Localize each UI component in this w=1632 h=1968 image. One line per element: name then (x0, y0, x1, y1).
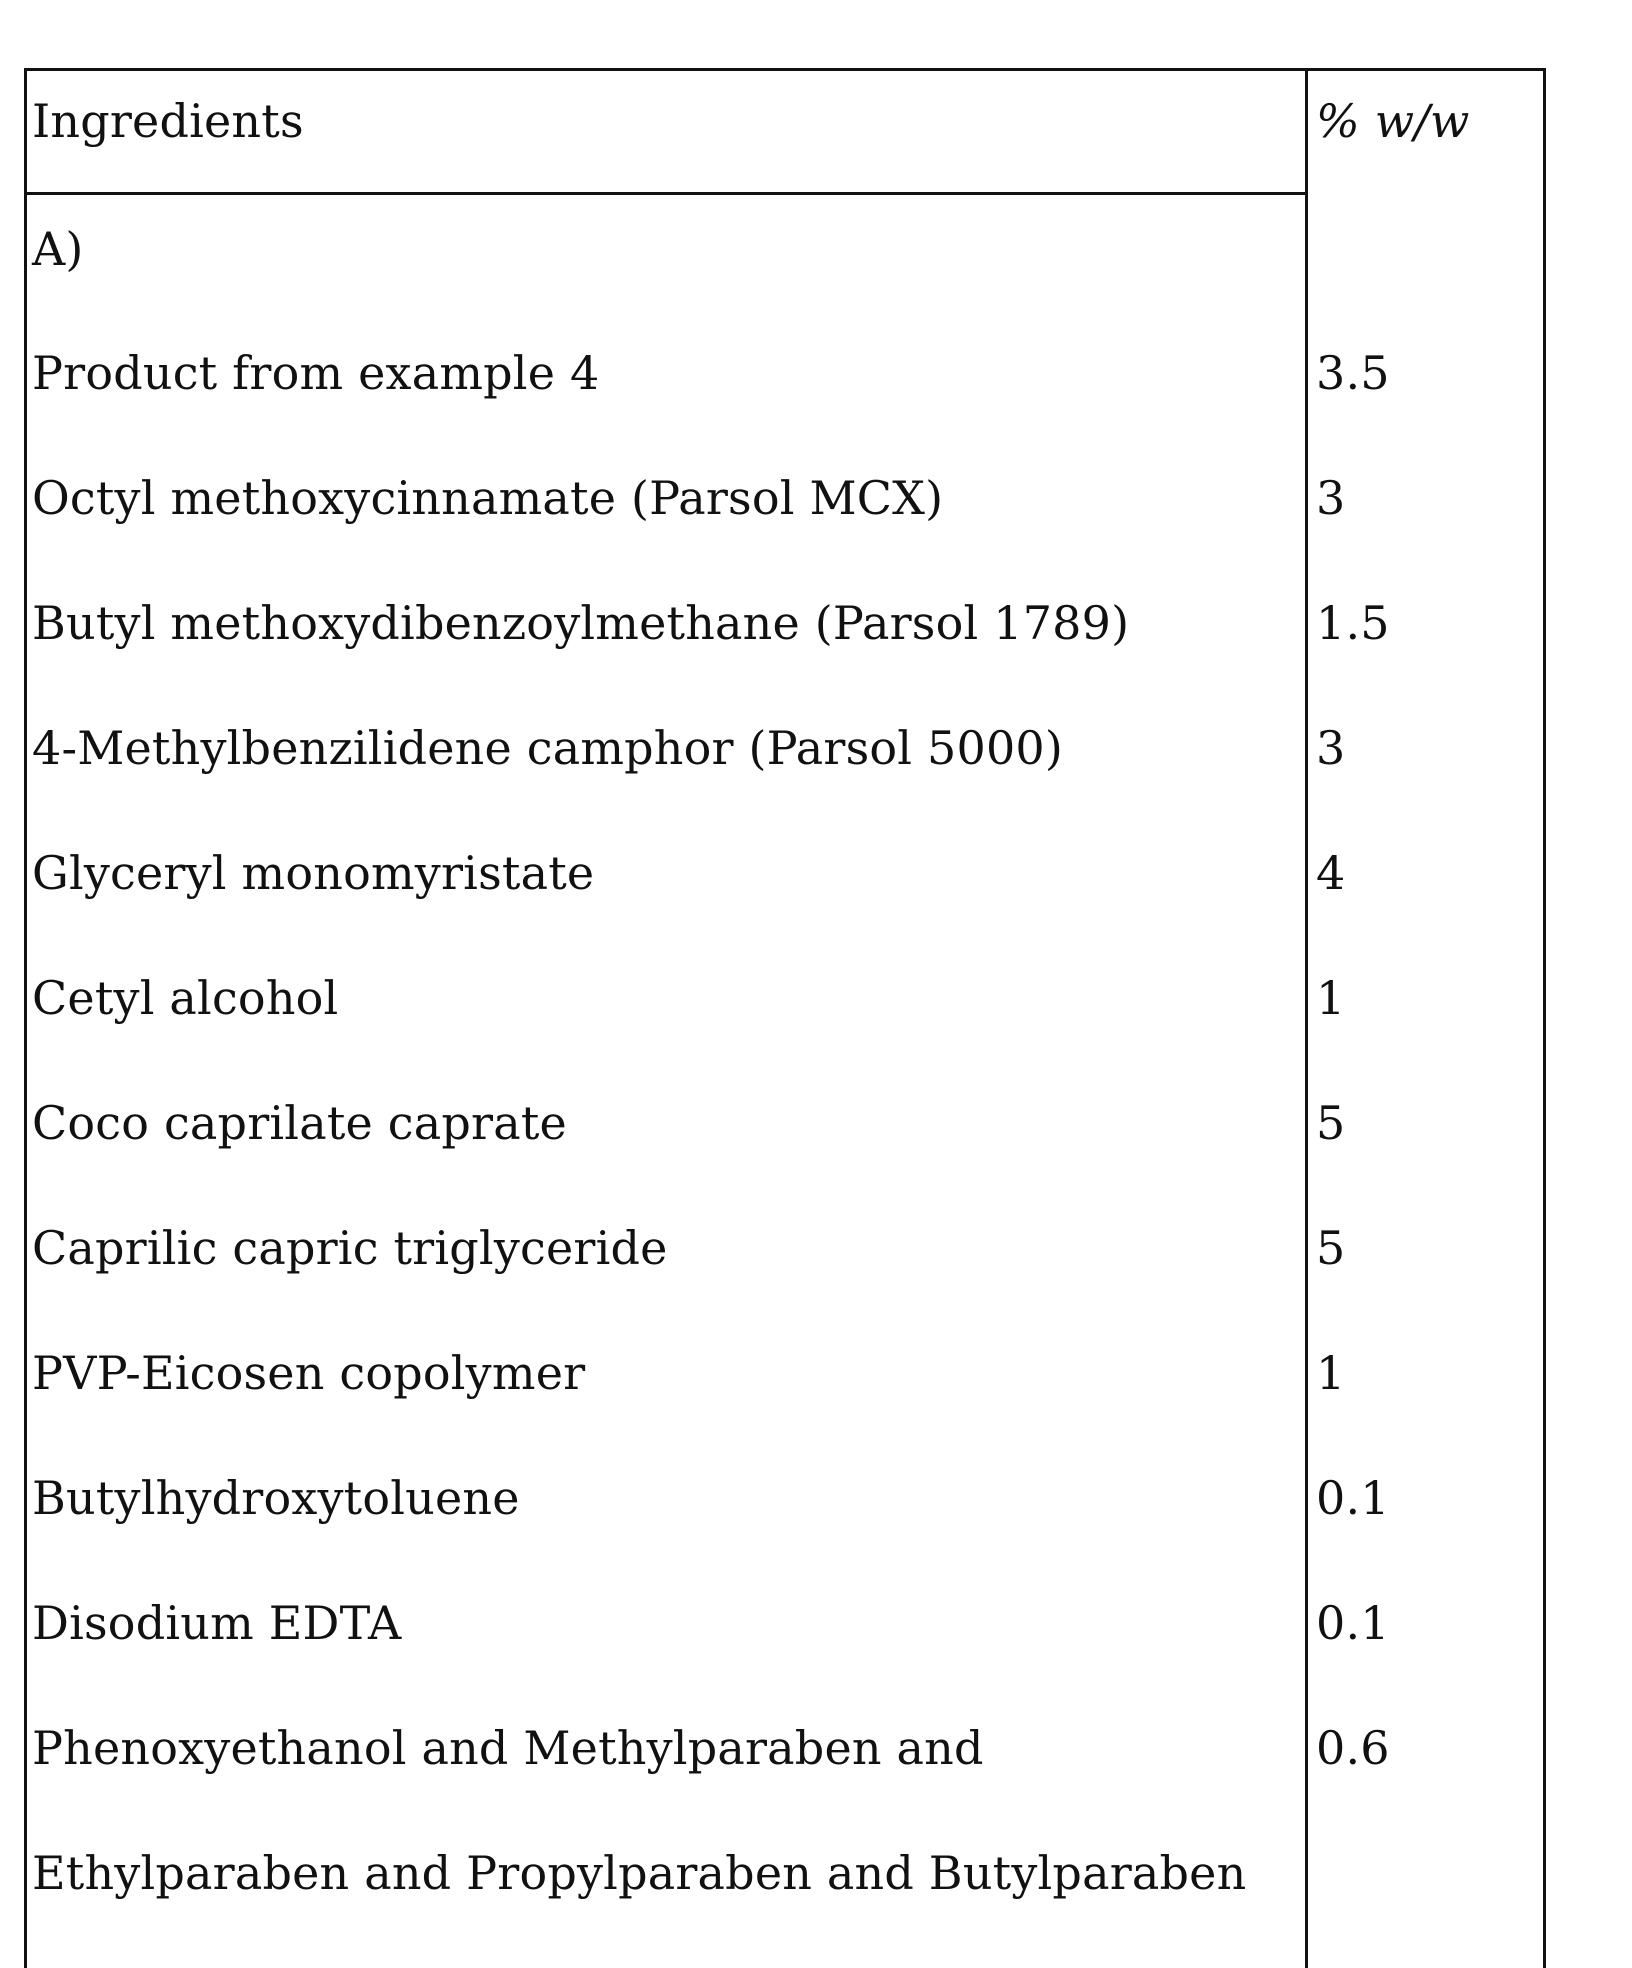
table-top-border (24, 68, 1546, 71)
ingredient-percent: 3 (1316, 725, 1345, 771)
ingredient-name: Butyl methoxydibenzoylmethane (Parsol 1789) (32, 600, 1129, 646)
ingredient-name: Glyceryl monomyristate (32, 850, 594, 896)
ingredient-percent: 1 (1316, 1350, 1345, 1396)
table-right-border (1543, 68, 1546, 1968)
ingredient-name: Cetyl alcohol (32, 975, 338, 1021)
ingredient-name: Disodium EDTA (32, 1600, 401, 1646)
ingredients-table (0, 0, 1632, 1968)
ingredient-name: Product from example 4 (32, 350, 599, 396)
ingredient-percent: 1 (1316, 975, 1345, 1021)
ingredient-percent: 5 (1316, 1225, 1345, 1271)
ingredient-name: Coco caprilate caprate (32, 1100, 567, 1146)
ingredient-percent: 3.5 (1316, 350, 1390, 396)
ingredient-name: Caprilic capric triglyceride (32, 1225, 668, 1271)
ingredient-percent: 4 (1316, 850, 1345, 896)
header-bottom-border (24, 192, 1308, 195)
table-column-divider (1305, 68, 1308, 1968)
ingredient-percent: 5 (1316, 1100, 1345, 1146)
header-percent-ww: % w/w (1316, 98, 1470, 144)
header-ingredients: Ingredients (32, 98, 304, 144)
ingredient-name: Butylhydroxytoluene (32, 1475, 520, 1521)
section-label: A) (32, 226, 84, 272)
ingredient-name: Phenoxyethanol and Methylparaben and (32, 1725, 984, 1771)
ingredient-name: PVP-Eicosen copolymer (32, 1350, 585, 1396)
ingredient-percent: 3 (1316, 475, 1345, 521)
ingredient-name: 4-Methylbenzilidene camphor (Parsol 5000) (32, 725, 1063, 771)
table-left-border (24, 68, 27, 1968)
ingredient-percent: 0.1 (1316, 1475, 1390, 1521)
ingredient-name: Octyl methoxycinnamate (Parsol MCX) (32, 475, 943, 521)
ingredient-name: Ethylparaben and Propylparaben and Butylparaben (32, 1850, 1246, 1896)
ingredient-percent: 0.1 (1316, 1600, 1390, 1646)
ingredient-percent: 1.5 (1316, 600, 1390, 646)
ingredient-percent: 0.6 (1316, 1725, 1390, 1771)
